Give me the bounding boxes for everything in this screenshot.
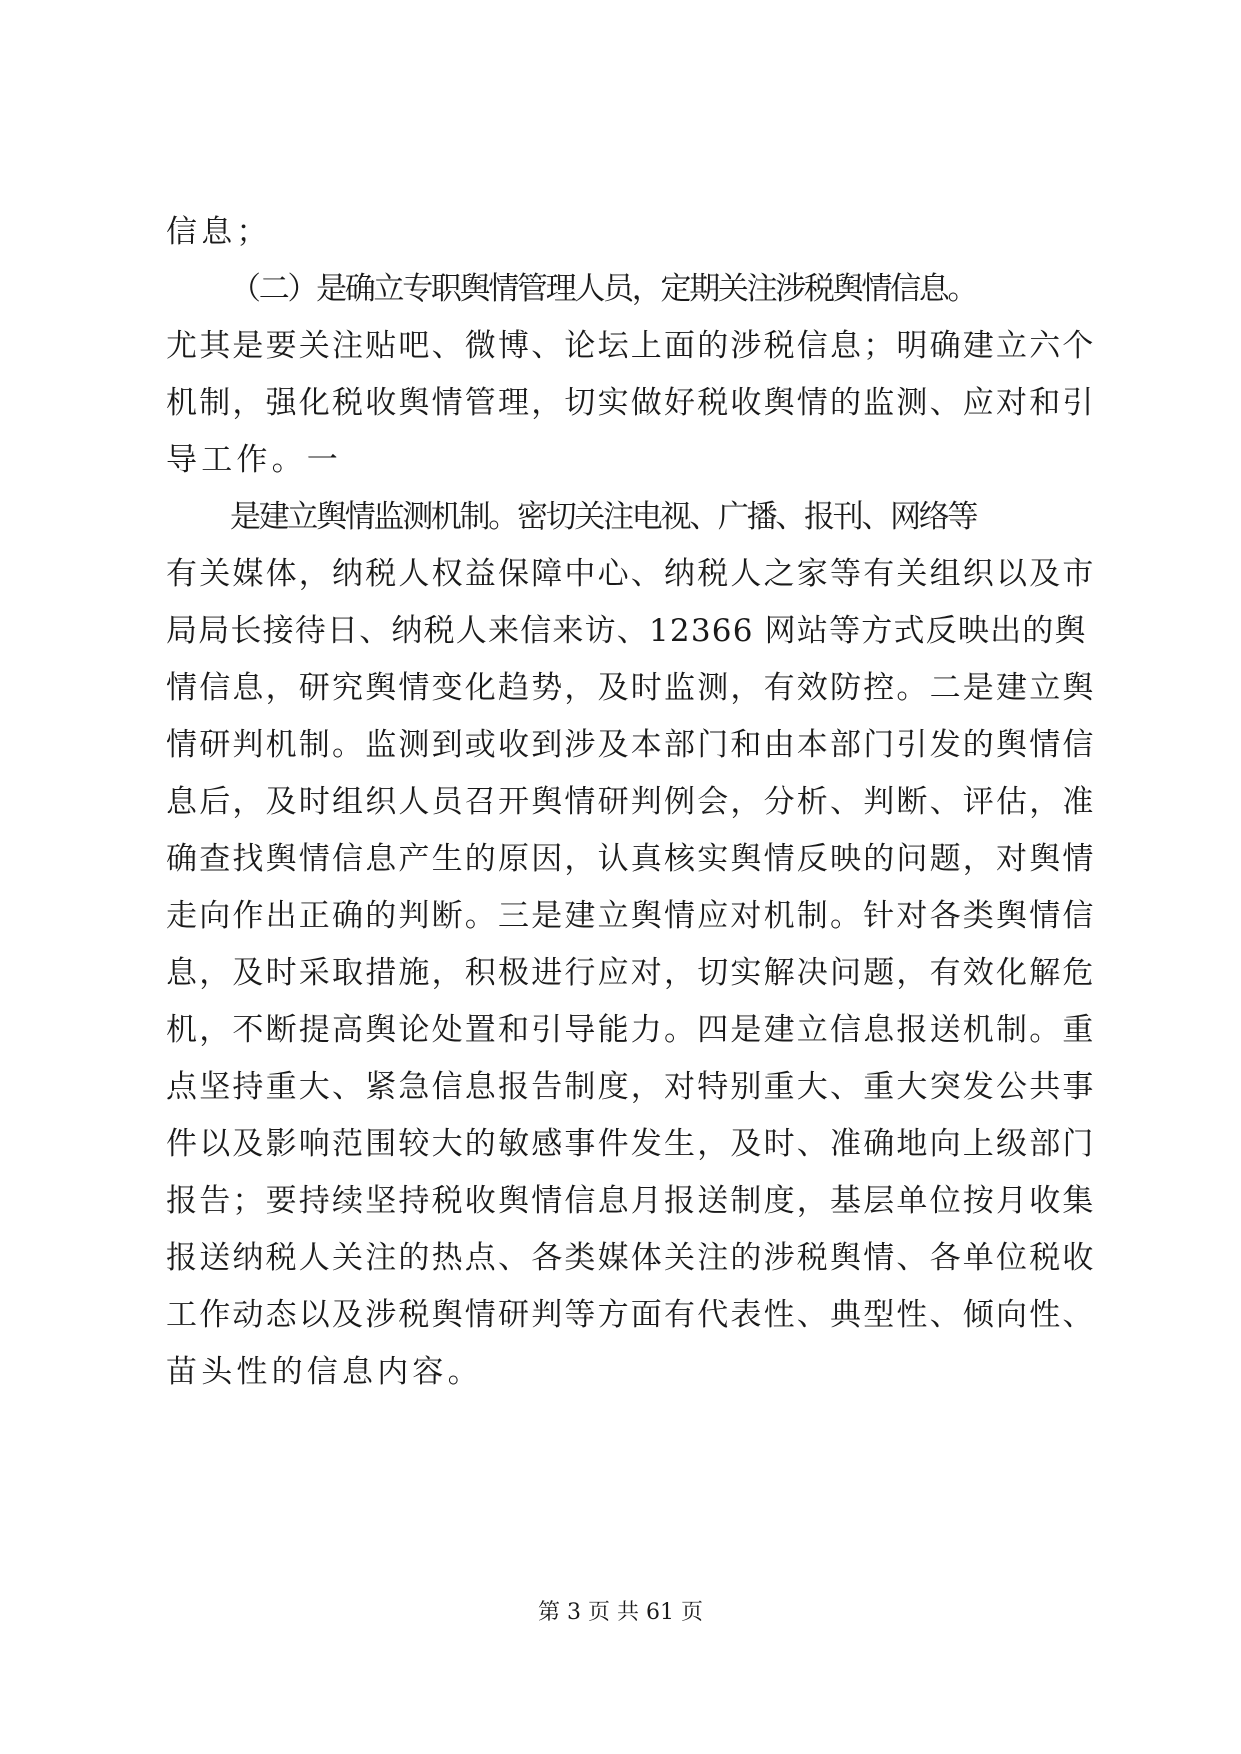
body-text-line: 是建立舆情监测机制。密切关注电视、广播、报刊、网络等 [230, 499, 977, 535]
body-text-line: 尤其是要关注贴吧、微博、论坛上面的涉税信息；明确建立六个 [166, 328, 1096, 364]
body-text-line: 工作动态以及涉税舆情研判等方面有代表性、典型性、倾向性、 [166, 1297, 1096, 1333]
body-text-line: 报送纳税人关注的热点、各类媒体关注的涉税舆情、各单位税收 [166, 1240, 1096, 1276]
body-text-line: 确查找舆情信息产生的原因，认真核实舆情反映的问题，对舆情 [166, 841, 1096, 877]
body-text-line: 有关媒体，纳税人权益保障中心、纳税人之家等有关组织以及市 [166, 556, 1096, 592]
body-text-line: 局局长接待日、纳税人来信来访、12366 网站等方式反映出的舆 [166, 613, 1087, 649]
page-number-footer: 第 3 页 共 61 页 [538, 1600, 703, 1625]
body-text-line: 机制，强化税收舆情管理，切实做好税收舆情的监测、应对和引 [166, 385, 1096, 421]
body-text-line: 报告；要持续坚持税收舆情信息月报送制度，基层单位按月收集 [166, 1183, 1096, 1219]
body-text-line: 息后，及时组织人员召开舆情研判例会，分析、判断、评估，准 [166, 784, 1096, 820]
body-text-line: 息，及时采取措施，积极进行应对，切实解决问题，有效化解危 [166, 955, 1096, 991]
body-text-line: 走向作出正确的判断。三是建立舆情应对机制。针对各类舆情信 [166, 898, 1096, 934]
body-text-line: 信息； [166, 214, 272, 250]
body-text-line: （二）是确立专职舆情管理人员，定期关注涉税舆情信息。 [230, 271, 977, 307]
body-text-line: 情研判机制。监测到或收到涉及本部门和由本部门引发的舆情信 [166, 727, 1096, 763]
body-text-line: 点坚持重大、紧急信息报告制度，对特别重大、重大突发公共事 [166, 1069, 1096, 1105]
body-text-line: 机，不断提高舆论处置和引导能力。四是建立信息报送机制。重 [166, 1012, 1096, 1048]
body-text-line: 导工作。一 [166, 442, 342, 478]
body-text-line: 苗头性的信息内容。 [166, 1354, 483, 1390]
body-text-line: 件以及影响范围较大的敏感事件发生，及时、准确地向上级部门 [166, 1126, 1096, 1162]
body-text-line: 情信息，研究舆情变化趋势，及时监测，有效防控。二是建立舆 [166, 670, 1096, 706]
